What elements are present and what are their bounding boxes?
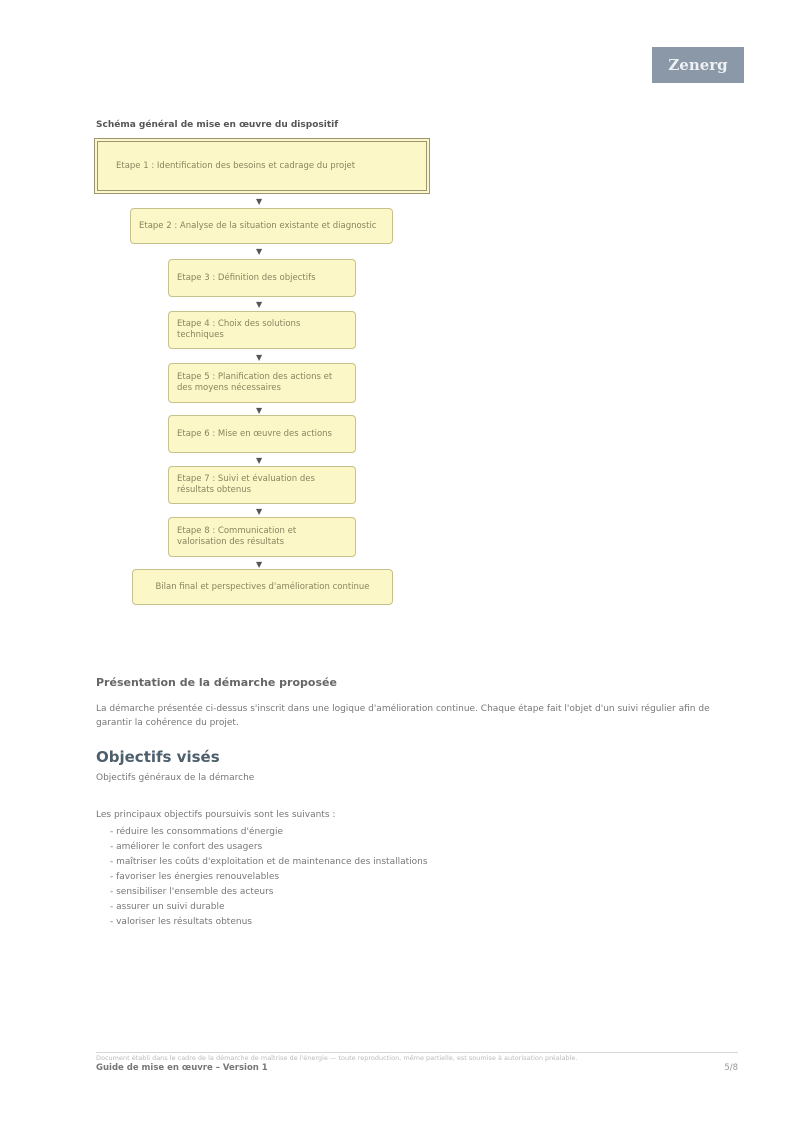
flow-step-6 [168,415,356,453]
flow-step-7 [168,466,356,504]
flow-step-3 [168,259,356,297]
flow-step-label: Etape 1 : Identification des besoins et cadrage du projet [116,160,356,171]
flow-step-label: Etape 8 : Communication et valorisation des résultats [177,526,297,547]
flow-step-2 [130,208,393,244]
flow-step-label: Etape 5 : Planification des actions et des moyens nécessaires [177,372,333,393]
section-subtitle: Objectifs généraux de la démarche [96,773,255,783]
list-item: - réduire les consommations d'énergie [110,825,428,840]
list-item: - valoriser les résultats obtenus [110,915,428,930]
flow-step-4 [168,311,356,349]
list-item: - assurer un suivi durable [110,900,428,915]
flow-step-8 [168,517,356,557]
page-number: 5/8 [724,1063,738,1073]
logo: Zenerg [652,47,744,83]
flow-step-5 [168,363,356,403]
section-title: Objectifs visés [96,748,220,766]
flow-step-label: Bilan final et perspectives d'amélioration continue [155,581,370,592]
list-intro: Les principaux objectifs poursuivis sont les suivants : [96,810,336,820]
arrow-down-icon: ▼ [256,507,263,516]
list-item: - sensibiliser l'ensemble des acteurs [110,885,428,900]
section-heading: Présentation de la démarche proposée [96,676,337,689]
flow-step-label: Etape 7 : Suivi et évaluation des résultats obtenus [177,474,315,495]
arrow-down-icon: ▼ [256,560,263,569]
arrow-down-icon: ▼ [256,300,263,309]
arrow-down-icon: ▼ [256,197,263,206]
arrow-down-icon: ▼ [256,456,263,465]
footer-document-title: Guide de mise en œuvre – Version 1 [96,1063,268,1073]
flowchart-heading: Schéma général de mise en œuvre du dispositif [96,120,339,130]
flow-step-final [132,569,393,605]
list-item: - maîtriser les coûts d'exploitation et de maintenance des installations [110,855,428,870]
flow-step-1 [94,138,430,194]
list-item: - favoriser les énergies renouvelables [110,870,428,885]
flow-step-label: Etape 2 : Analyse de la situation existante et diagnostic [139,220,377,231]
section-paragraph: La démarche présentée ci-dessus s'inscrit dans une logique d'amélioration continue. Chaque étape fait l'objet d'un suivi régulier afin de garantir la cohérence du projet. [96,704,710,728]
footer-divider [96,1052,738,1053]
objectives-list [110,825,428,930]
arrow-down-icon: ▼ [256,353,263,362]
arrow-down-icon: ▼ [256,247,263,256]
footer-note: Document établi dans le cadre de la démarche de maîtrise de l'énergie — toute reproduction, même partielle, est soumise à autorisation préalable. [96,1054,578,1062]
flow-step-label: Etape 6 : Mise en œuvre des actions [177,428,332,439]
flow-step-label: Etape 3 : Définition des objectifs [177,272,316,283]
list-item: - améliorer le confort des usagers [110,840,428,855]
arrow-down-icon: ▼ [256,406,263,415]
flow-step-label: Etape 4 : Choix des solutions techniques [177,319,301,340]
